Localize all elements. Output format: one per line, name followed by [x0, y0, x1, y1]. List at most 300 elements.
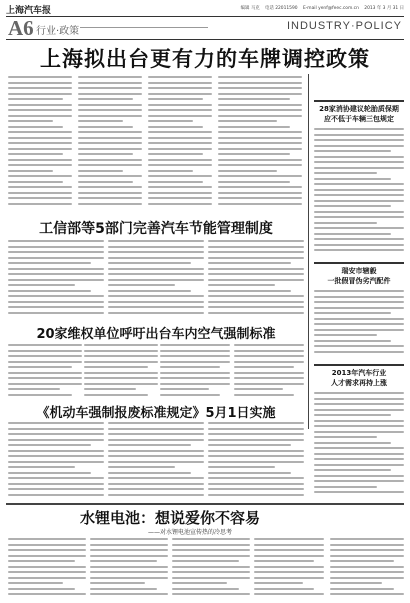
text-line	[314, 296, 404, 298]
text-line	[8, 181, 63, 183]
text-line	[160, 344, 230, 346]
text-line	[78, 175, 142, 177]
text-line	[8, 350, 82, 352]
text-line	[8, 549, 86, 551]
text-line	[8, 388, 60, 390]
text-line	[90, 560, 157, 562]
text-line	[218, 186, 302, 188]
text-line	[108, 295, 204, 297]
text-line	[148, 142, 212, 144]
text-line	[78, 142, 142, 144]
text-line	[330, 593, 404, 595]
cabin-air-headline: 20家维权单位呼吁出台车内空气强制标准	[36, 327, 276, 342]
text-line	[8, 439, 104, 441]
text-line	[8, 455, 104, 457]
text-line	[90, 549, 168, 551]
text-line	[108, 472, 191, 474]
box2-rule	[314, 262, 404, 264]
text-line	[78, 159, 142, 161]
text-line	[314, 409, 404, 411]
text-line	[8, 153, 63, 155]
cabin-article-col3	[160, 344, 230, 402]
text-line	[108, 455, 204, 457]
text-line	[8, 344, 82, 346]
text-line	[84, 361, 158, 363]
text-line	[160, 361, 230, 363]
text-line	[78, 98, 133, 100]
text-line	[172, 588, 239, 590]
text-line	[314, 312, 391, 314]
cabin-article-col2	[84, 344, 158, 402]
text-line	[314, 238, 404, 240]
text-line	[108, 439, 204, 441]
text-line	[254, 560, 314, 562]
text-line	[8, 555, 86, 557]
text-line	[148, 170, 193, 172]
text-line	[8, 472, 91, 474]
text-line	[90, 582, 145, 584]
text-line	[8, 246, 104, 248]
text-line	[8, 593, 86, 595]
text-line	[314, 425, 404, 427]
scrap-article-col3	[208, 422, 304, 500]
text-line	[160, 372, 230, 374]
text-line	[148, 186, 212, 188]
battery-col5	[330, 538, 404, 600]
text-line	[218, 148, 302, 150]
text-line	[218, 115, 302, 117]
text-line	[148, 76, 212, 78]
text-line	[314, 420, 404, 422]
text-line	[108, 450, 204, 452]
text-line	[8, 488, 104, 490]
text-line	[314, 340, 391, 342]
text-line	[78, 93, 142, 95]
text-line	[8, 566, 86, 568]
text-line	[208, 301, 304, 303]
text-line	[108, 257, 204, 259]
text-line	[78, 164, 142, 166]
text-line	[90, 555, 168, 557]
text-line	[208, 422, 304, 424]
text-line	[314, 480, 404, 482]
text-line	[208, 483, 304, 485]
text-line	[208, 439, 304, 441]
text-line	[314, 172, 377, 174]
text-line	[78, 82, 142, 84]
text-line	[160, 383, 230, 385]
text-line	[218, 131, 302, 133]
text-line	[314, 431, 404, 433]
text-line	[90, 593, 168, 595]
text-line	[148, 87, 212, 89]
text-line	[208, 312, 304, 314]
text-line	[314, 145, 404, 147]
text-line	[8, 466, 75, 468]
text-line	[314, 491, 404, 493]
text-line	[314, 178, 391, 180]
phone: 电话 22011590	[265, 6, 298, 11]
text-line	[314, 290, 404, 292]
text-line	[148, 175, 212, 177]
text-line	[330, 566, 404, 568]
text-line	[314, 150, 391, 152]
text-line	[148, 126, 203, 128]
text-line	[8, 257, 104, 259]
text-line	[218, 82, 302, 84]
text-line	[78, 76, 142, 78]
text-line	[314, 222, 377, 224]
text-line	[172, 544, 250, 546]
text-line	[314, 134, 404, 136]
box2-title-line1: 瑞安市辖毅	[341, 267, 377, 275]
box1-title-line2: 应不低于车辆三包规定	[324, 115, 394, 123]
text-line	[8, 82, 72, 84]
text-line	[254, 549, 324, 551]
text-line	[172, 555, 250, 557]
text-line	[160, 388, 209, 390]
text-line	[314, 233, 391, 235]
text-line	[234, 394, 294, 396]
box2-body	[314, 290, 404, 360]
text-line	[254, 582, 303, 584]
text-line	[108, 422, 204, 424]
text-line	[78, 148, 142, 150]
text-line	[78, 153, 133, 155]
text-line	[208, 472, 291, 474]
text-line	[314, 194, 404, 196]
text-line	[208, 262, 291, 264]
text-line	[8, 87, 72, 89]
text-line	[8, 577, 86, 579]
text-line	[8, 483, 104, 485]
text-line	[84, 377, 158, 379]
text-line	[218, 164, 302, 166]
text-line	[8, 126, 63, 128]
text-line	[254, 544, 324, 546]
text-line	[208, 240, 304, 242]
text-line	[208, 450, 304, 452]
text-line	[314, 392, 404, 394]
text-line	[234, 372, 304, 374]
text-line	[160, 377, 230, 379]
text-line	[208, 433, 304, 435]
text-line	[218, 175, 302, 177]
text-line	[234, 344, 304, 346]
text-line	[108, 477, 204, 479]
text-line	[148, 137, 212, 139]
text-line	[108, 466, 175, 468]
text-line	[172, 560, 239, 562]
text-line	[78, 115, 142, 117]
text-line	[8, 444, 91, 446]
text-line	[330, 538, 404, 540]
text-line	[208, 268, 304, 270]
text-line	[208, 466, 275, 468]
text-line	[84, 366, 148, 368]
text-line	[254, 566, 324, 568]
text-line	[78, 186, 142, 188]
text-line	[234, 377, 304, 379]
newspaper-name: 上海汽车报	[6, 6, 52, 16]
text-line	[218, 181, 290, 183]
text-line	[8, 98, 63, 100]
battery-col4	[254, 538, 324, 600]
text-line	[8, 433, 104, 435]
lead-headline: 上海拟出台更有力的车牌调控政策	[40, 47, 370, 71]
text-line	[208, 477, 304, 479]
text-line	[208, 295, 304, 297]
text-line	[78, 109, 142, 111]
text-line	[148, 148, 212, 150]
text-line	[254, 588, 314, 590]
text-line	[218, 137, 302, 139]
text-line	[84, 388, 136, 390]
text-line	[314, 249, 404, 251]
text-line	[314, 436, 377, 438]
text-line	[84, 344, 158, 346]
text-line	[314, 414, 391, 416]
text-line	[8, 461, 104, 463]
text-line	[254, 538, 324, 540]
text-line	[108, 268, 204, 270]
text-line	[8, 477, 104, 479]
scrap-article-col1	[8, 422, 104, 500]
text-line	[314, 205, 391, 207]
text-line	[8, 262, 91, 264]
text-line	[108, 246, 204, 248]
text-line	[208, 428, 304, 430]
text-line	[8, 93, 72, 95]
text-line	[218, 203, 302, 205]
text-line	[8, 203, 72, 205]
text-line	[218, 126, 290, 128]
text-line	[172, 582, 227, 584]
box3-body	[314, 392, 404, 498]
text-line	[8, 159, 72, 161]
text-line	[8, 538, 86, 540]
text-line	[234, 366, 294, 368]
text-line	[314, 139, 404, 141]
text-line	[148, 131, 212, 133]
text-line	[208, 290, 291, 292]
text-line	[108, 273, 204, 275]
text-line	[234, 355, 304, 357]
text-line	[78, 131, 142, 133]
text-line	[90, 566, 168, 568]
text-line	[218, 120, 277, 122]
text-line	[330, 560, 394, 562]
text-line	[314, 189, 404, 191]
text-line	[108, 461, 204, 463]
text-line	[90, 571, 168, 573]
text-line	[160, 355, 230, 357]
scrap-standard-headline: 《机动车强制报废标准规定》5月1日实施	[36, 406, 276, 421]
text-line	[314, 318, 404, 320]
text-line	[314, 216, 404, 218]
text-line	[8, 377, 82, 379]
box1-title-line1: 28家消协建议轮胎质保期	[319, 105, 399, 113]
text-line	[234, 383, 304, 385]
text-line	[208, 488, 304, 490]
text-line	[254, 571, 324, 573]
text-line	[314, 442, 391, 444]
text-line	[108, 494, 204, 496]
text-line	[218, 153, 290, 155]
text-line	[314, 227, 404, 229]
text-line	[108, 433, 204, 435]
text-line	[314, 334, 377, 336]
box2-title	[312, 266, 406, 286]
masthead-meta	[237, 5, 404, 11]
text-line	[314, 453, 404, 455]
fuel-headline: 工信部等5部门完善汽车节能管理制度	[39, 221, 273, 237]
text-line	[314, 323, 404, 325]
text-line	[148, 153, 203, 155]
text-line	[208, 306, 304, 308]
box3-title-line2: 人才需求再持上涨	[331, 379, 387, 387]
fuel-article-col1	[8, 240, 104, 322]
battery-col2	[90, 538, 168, 600]
text-line	[314, 211, 404, 213]
section-bar	[6, 16, 404, 40]
box3-title-line1: 2013年汽车行业	[331, 369, 387, 377]
text-line	[8, 131, 72, 133]
text-line	[90, 577, 168, 579]
section-name: 行业·政策	[36, 26, 80, 37]
text-line	[330, 582, 382, 584]
text-line	[108, 488, 204, 490]
box1-body	[314, 128, 404, 256]
text-line	[8, 494, 104, 496]
text-line	[78, 104, 142, 106]
text-line	[78, 137, 142, 139]
text-line	[8, 306, 104, 308]
battery-col3	[172, 538, 250, 600]
text-line	[78, 181, 133, 183]
text-line	[8, 394, 72, 396]
text-line	[330, 549, 404, 551]
text-line	[8, 284, 75, 286]
text-line	[90, 588, 157, 590]
text-line	[8, 582, 63, 584]
text-line	[8, 372, 82, 374]
text-line	[8, 588, 75, 590]
text-line	[314, 464, 404, 466]
text-line	[218, 159, 302, 161]
text-line	[172, 571, 250, 573]
text-line	[314, 200, 404, 202]
text-line	[8, 240, 104, 242]
text-line	[314, 183, 404, 185]
text-line	[8, 164, 72, 166]
text-line	[8, 428, 104, 430]
text-line	[148, 203, 212, 205]
cabin-article-col4	[234, 344, 304, 402]
text-line	[172, 549, 250, 551]
text-line	[8, 192, 72, 194]
text-line	[218, 104, 302, 106]
text-line	[314, 329, 404, 331]
text-line	[208, 455, 304, 457]
text-line	[160, 394, 220, 396]
text-line	[218, 170, 277, 172]
text-line	[108, 483, 204, 485]
text-line	[218, 98, 290, 100]
text-line	[208, 273, 304, 275]
text-line	[314, 307, 404, 309]
text-line	[148, 104, 212, 106]
section-rule	[80, 27, 208, 28]
text-line	[208, 246, 304, 248]
cabin-article-col1	[8, 344, 82, 402]
text-line	[8, 76, 72, 78]
box3-title	[312, 368, 406, 388]
text-line	[8, 355, 82, 357]
text-line	[208, 284, 275, 286]
text-line	[314, 486, 377, 488]
battery-headline: 水锂电池：想说爱你不容易	[79, 509, 260, 527]
text-line	[314, 345, 404, 347]
text-line	[84, 355, 158, 357]
text-line	[148, 120, 193, 122]
text-line	[8, 273, 104, 275]
text-line	[8, 279, 104, 281]
text-line	[8, 422, 104, 424]
fuel-article-col3	[208, 240, 304, 322]
text-line	[108, 290, 191, 292]
text-line	[148, 115, 212, 117]
box2-title-line2: 一批假冒伪劣汽配件	[327, 277, 391, 285]
text-line	[78, 87, 142, 89]
text-line	[8, 571, 86, 573]
box1-title	[312, 104, 406, 124]
text-line	[254, 593, 324, 595]
text-line	[8, 361, 82, 363]
text-line	[314, 161, 404, 163]
lead-article-col4	[218, 76, 302, 210]
text-line	[218, 142, 302, 144]
text-line	[330, 544, 404, 546]
text-line	[234, 361, 304, 363]
text-line	[108, 306, 204, 308]
text-line	[314, 128, 404, 130]
text-line	[314, 447, 404, 449]
email: E-mail yenf@feec.com.cn	[302, 6, 359, 11]
text-line	[8, 450, 104, 452]
text-line	[148, 192, 212, 194]
text-line	[148, 181, 203, 183]
text-line	[314, 351, 404, 353]
text-line	[218, 192, 302, 194]
text-line	[234, 388, 283, 390]
text-line	[84, 394, 148, 396]
masthead	[6, 3, 404, 15]
text-line	[330, 588, 394, 590]
text-line	[218, 197, 302, 199]
text-line	[314, 301, 404, 303]
text-line	[108, 301, 204, 303]
text-line	[314, 167, 404, 169]
text-line	[8, 301, 104, 303]
text-line	[108, 312, 204, 314]
text-line	[108, 444, 191, 446]
section-number: A6	[8, 16, 34, 40]
text-line	[84, 383, 158, 385]
text-line	[8, 544, 86, 546]
text-line	[330, 555, 404, 557]
text-line	[172, 593, 250, 595]
